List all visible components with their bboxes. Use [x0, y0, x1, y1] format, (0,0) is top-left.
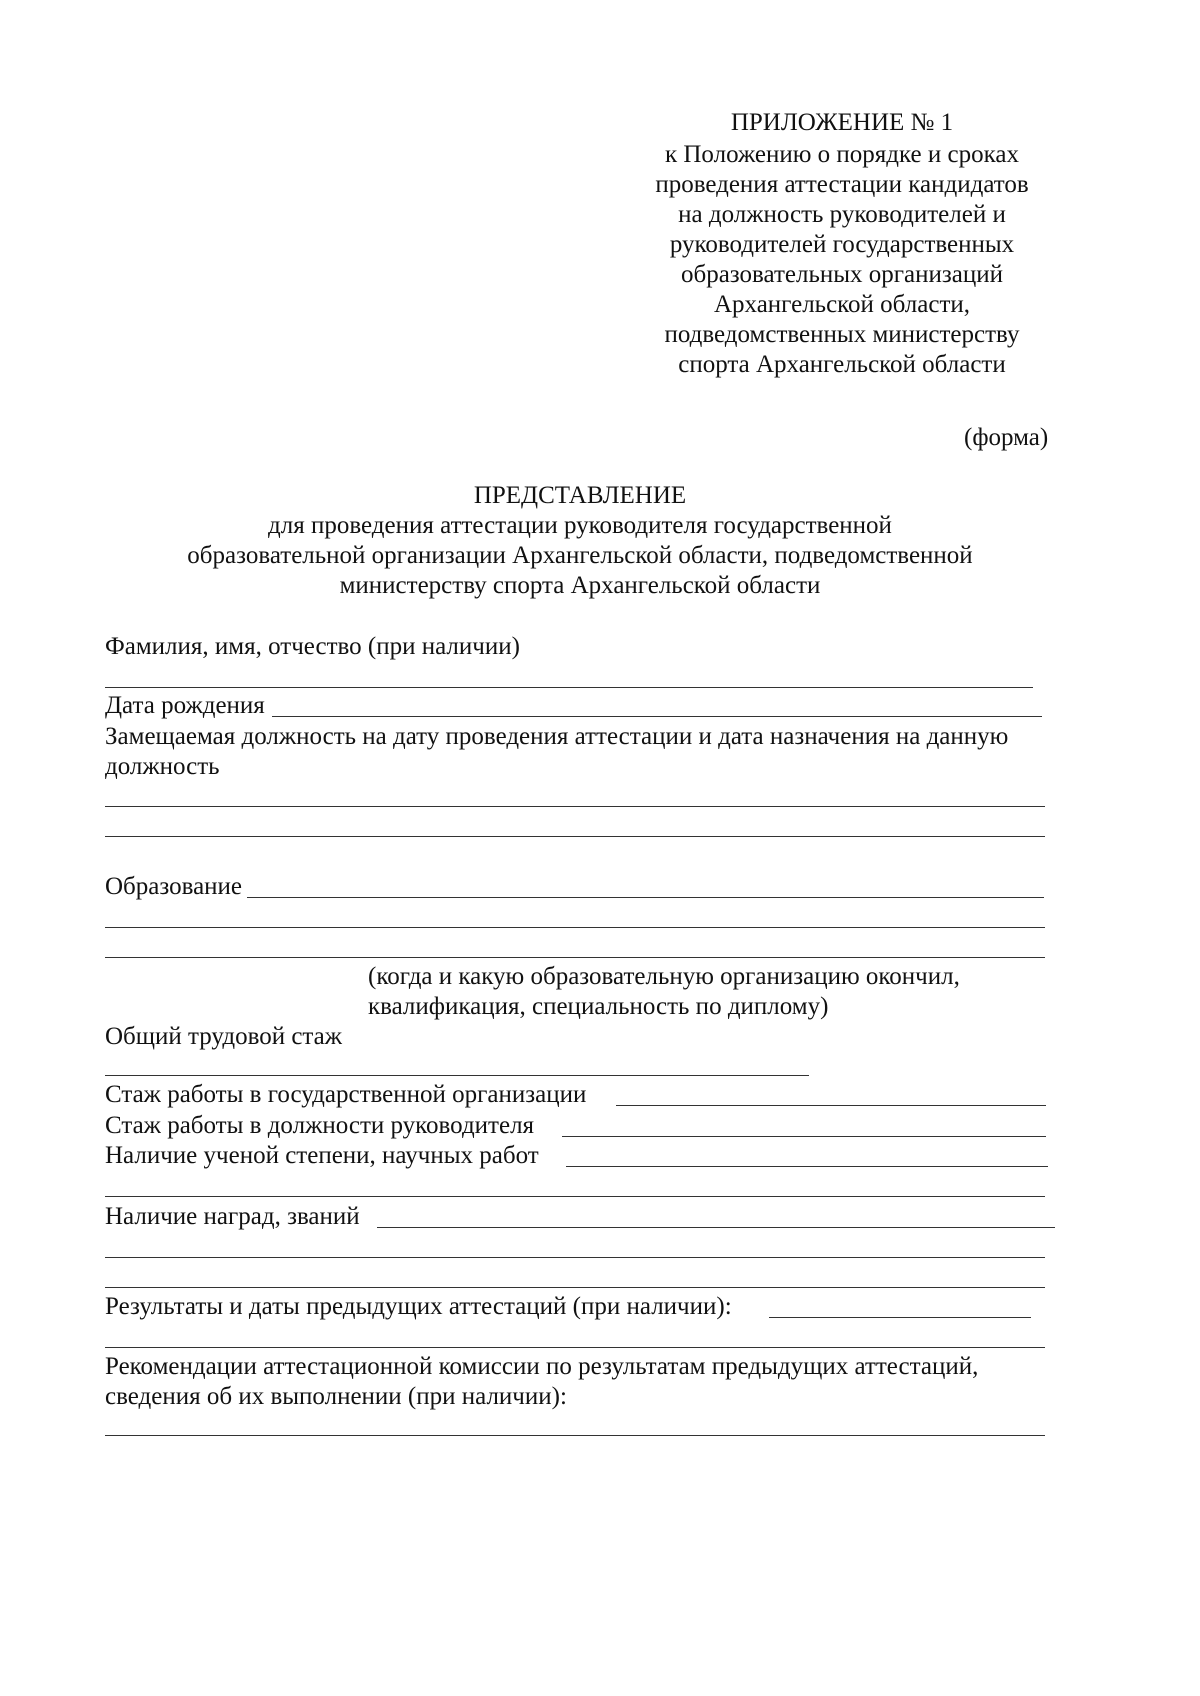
full-name-label: Фамилия, имя, отчество (при наличии): [105, 633, 520, 660]
full-name-line[interactable]: [105, 687, 1033, 688]
education-hint-cont: квалификация, специальность по диплому): [368, 993, 829, 1020]
recommendations-line[interactable]: [105, 1435, 1045, 1436]
awards-line[interactable]: [377, 1227, 1055, 1228]
position-label: Замещаемая должность на дату проведения аттестации и дата назначения на данную: [105, 723, 1009, 750]
appendix-line: проведения аттестации кандидатов: [655, 171, 1029, 198]
appendix-line: на должность руководителей и: [678, 201, 1006, 228]
recommendations-label: Рекомендации аттестационной комиссии по результатам предыдущих аттестаций,: [105, 1353, 979, 1380]
total-experience-label: Общий трудовой стаж: [105, 1023, 343, 1050]
heading-line: образовательной организации Архангельской области, подведомственной: [187, 542, 973, 569]
appendix-line: образовательных организаций: [680, 261, 1003, 288]
manager-experience-label: Стаж работы в должности руководителя: [105, 1112, 535, 1139]
form-label: (форма): [964, 424, 1049, 451]
academic-degree-line[interactable]: [105, 1196, 1045, 1197]
education-hint: (когда и какую образовательную организацию окончил,: [368, 963, 960, 990]
manager-experience-line[interactable]: [562, 1136, 1046, 1137]
position-line[interactable]: [105, 836, 1045, 837]
birth-date-label: Дата рождения: [105, 692, 265, 719]
academic-degree-label: Наличие ученой степени, научных работ: [105, 1142, 539, 1169]
birth-date-line[interactable]: [272, 716, 1042, 717]
awards-line[interactable]: [105, 1257, 1045, 1258]
appendix-line: спорта Архангельской области: [678, 351, 1006, 378]
previous-attestations-line[interactable]: [105, 1347, 1045, 1348]
appendix-line: руководителей государственных: [669, 231, 1015, 258]
academic-degree-line[interactable]: [566, 1166, 1048, 1167]
education-line[interactable]: [247, 897, 1044, 898]
document-title: ПРЕДСТАВЛЕНИЕ: [473, 482, 687, 509]
state-org-experience-label: Стаж работы в государственной организации: [105, 1081, 587, 1108]
state-org-experience-line[interactable]: [616, 1105, 1046, 1106]
awards-line[interactable]: [105, 1287, 1045, 1288]
education-line[interactable]: [105, 927, 1045, 928]
appendix-line: к Положению о порядке и сроках: [664, 141, 1019, 168]
position-line[interactable]: [105, 806, 1045, 807]
previous-attestations-label: Результаты и даты предыдущих аттестаций (при наличии):: [105, 1293, 732, 1320]
education-label: Образование: [105, 873, 243, 900]
total-experience-line[interactable]: [105, 1075, 809, 1076]
awards-label: Наличие наград, званий: [105, 1203, 360, 1230]
previous-attestations-line[interactable]: [769, 1317, 1031, 1318]
education-line[interactable]: [105, 957, 1045, 958]
recommendations-label-cont: сведения об их выполнении (при наличии):: [105, 1383, 567, 1410]
appendix-title: ПРИЛОЖЕНИЕ № 1: [730, 109, 954, 136]
heading-line: министерству спорта Архангельской области: [339, 572, 821, 599]
position-label-cont: должность: [105, 753, 220, 780]
appendix-line: подведомственных министерству: [664, 321, 1020, 348]
appendix-line: Архангельской области,: [713, 291, 971, 318]
heading-line: для проведения аттестации руководителя государственной: [268, 512, 892, 539]
